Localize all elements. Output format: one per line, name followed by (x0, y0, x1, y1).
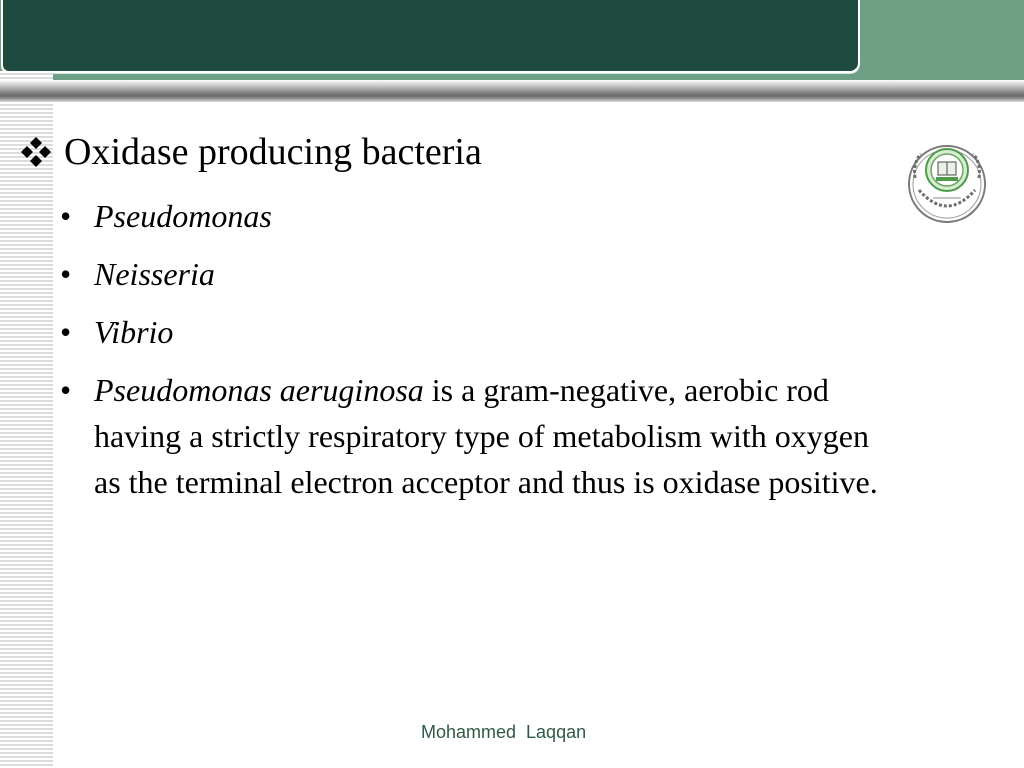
side-stripes (0, 102, 53, 768)
bullet-dot: • (60, 256, 72, 292)
bullet-text: is a gram-negative, aerobic rod having a strictly respiratory type of metabolism with oxygen as the terminal electron acceptor and thus is oxidase positive. (94, 372, 878, 500)
list-item (60, 193, 880, 239)
bullet-dot: • (60, 198, 72, 234)
slide-heading (18, 130, 482, 174)
bullet-dot: • (60, 314, 72, 350)
university-seal-icon (907, 132, 987, 236)
genus-name: Vibrio (94, 314, 174, 350)
list-item (60, 309, 880, 355)
slide-footer: Mohammed Laqqan (421, 722, 587, 742)
list-item (60, 367, 880, 505)
bullet-list (60, 193, 880, 517)
genus-name: Neisseria (94, 256, 215, 292)
title-band (1, 0, 860, 73)
genus-name: Pseudomonas (94, 198, 272, 234)
list-item (60, 251, 880, 297)
species-name: Pseudomonas aeruginosa (94, 372, 424, 408)
heading-text: Oxidase producing bacteria (64, 131, 482, 173)
header-divider (0, 80, 1024, 102)
bullet-dot: • (60, 372, 72, 408)
diamond-bullet-icon (18, 134, 54, 170)
